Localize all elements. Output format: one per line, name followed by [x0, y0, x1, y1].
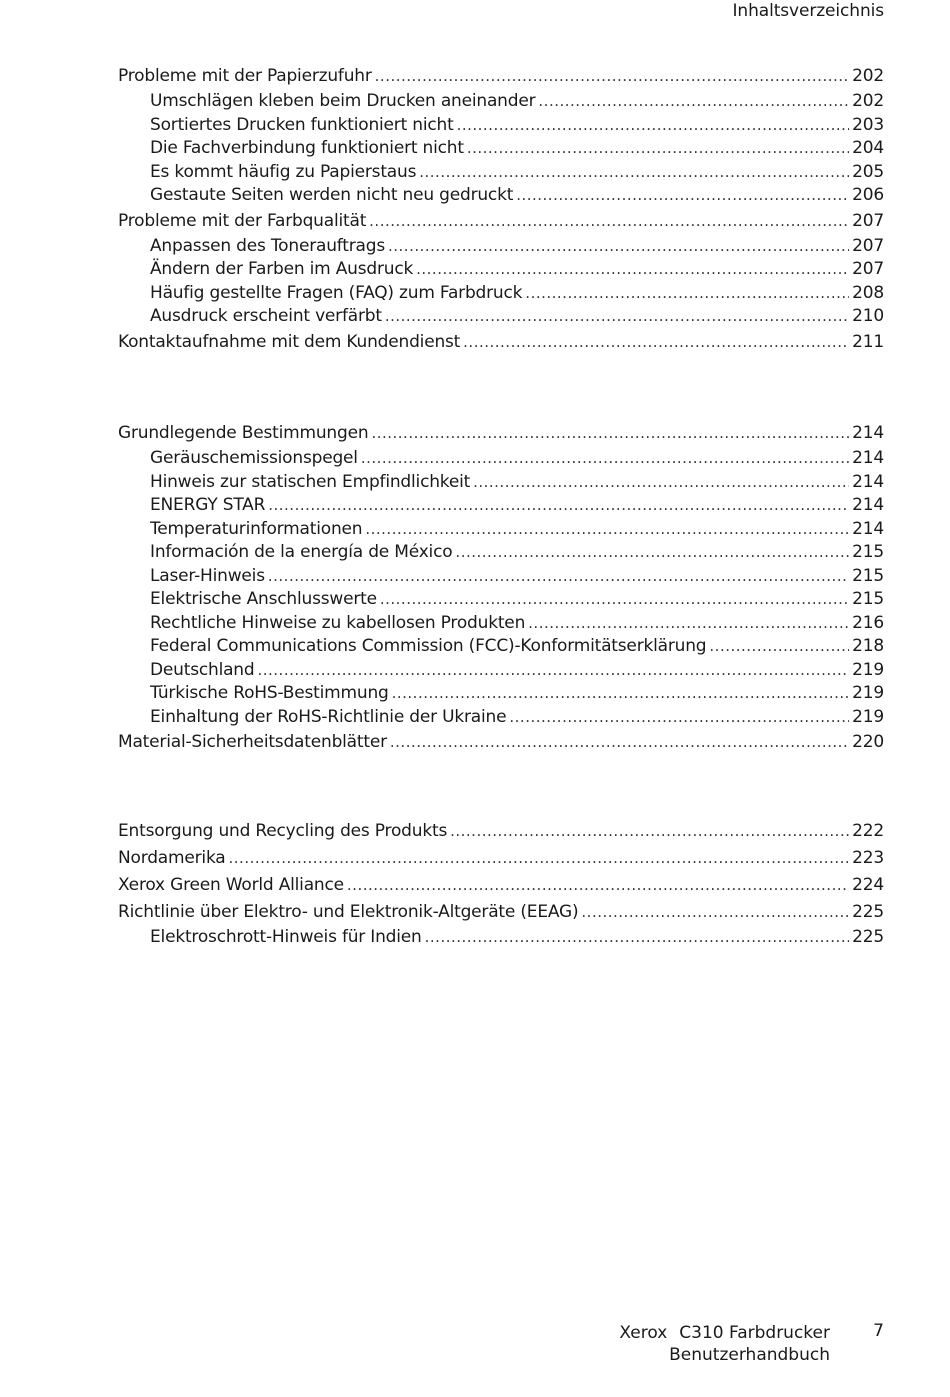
toc-entry-label: Umschlägen kleben beim Drucken aneinander [150, 91, 536, 111]
dot-leader [538, 90, 849, 114]
toc-entry-page: 215 [852, 565, 884, 586]
dot-leader [457, 114, 850, 138]
toc-entry[interactable] [118, 541, 884, 565]
footer [619, 1322, 830, 1366]
toc-entry[interactable] [118, 588, 884, 612]
dot-leader [463, 329, 849, 356]
toc-entry-label: Die Fachverbindung funktioniert nicht [150, 138, 464, 158]
toc-entry-page: 225 [852, 902, 884, 922]
toc-entry-page: 219 [852, 659, 884, 680]
toc-entry[interactable] [118, 635, 884, 659]
toc-group [118, 818, 884, 950]
toc-entry[interactable] [118, 518, 884, 542]
toc-entry-page: 214 [852, 471, 884, 492]
dot-leader [371, 420, 849, 447]
toc-entry-label: Richtlinie über Elektro- und Elektronik-Altgeräte (EEAG) [118, 902, 579, 922]
toc-entry-label: Grundlegende Bestimmungen [118, 423, 369, 443]
dot-leader [388, 235, 849, 259]
toc-entry-label: Nordamerika [118, 848, 226, 868]
toc-entry-label: Es kommt häufig zu Papierstaus [150, 161, 417, 182]
footer-product-line [619, 1322, 830, 1344]
toc-entry-label: Federal Communications Commission (FCC)-Konformitätserklärung [150, 636, 707, 656]
toc-entry[interactable] [118, 420, 884, 447]
toc-entry-label: Elektrische Anschlusswerte [150, 589, 377, 609]
toc-entry[interactable] [118, 208, 884, 235]
toc-entry[interactable] [118, 926, 884, 950]
toc-entry-label: Entsorgung und Recycling des Produkts [118, 821, 448, 841]
toc-entry-page: 215 [852, 542, 884, 562]
toc-entry-label: Deutschland [150, 659, 255, 680]
toc-entry-page: 218 [852, 636, 884, 656]
dot-leader [516, 184, 849, 208]
toc-entry-page: 202 [852, 66, 884, 86]
dot-leader [380, 588, 849, 612]
toc-entry-label: Türkische RoHS-Bestimmung [150, 683, 389, 703]
dot-leader [369, 208, 849, 235]
toc-entry[interactable] [118, 471, 884, 495]
toc-entry-page: 220 [852, 732, 884, 752]
toc-entry[interactable] [118, 659, 884, 683]
toc-entry[interactable] [118, 494, 884, 518]
toc-entry-page: 225 [852, 927, 884, 947]
toc-entry-page: 211 [852, 331, 884, 352]
toc-entry-label: Ändern der Farben im Ausdruck [150, 259, 414, 279]
dot-leader [365, 518, 849, 542]
dot-leader [257, 659, 849, 683]
toc-entry[interactable] [118, 706, 884, 730]
toc-entry-label: Rechtliche Hinweise zu kabellosen Produkten [150, 612, 526, 633]
toc-entry[interactable] [118, 565, 884, 589]
dot-leader [268, 565, 849, 589]
toc-entry-page: 207 [852, 210, 884, 231]
toc-entry[interactable] [118, 63, 884, 90]
toc-entry[interactable] [118, 845, 884, 872]
toc-entry-label: Anpassen des Tonerauftrags [150, 235, 385, 256]
toc-entry-label: ENERGY STAR [150, 495, 266, 515]
dot-leader [709, 635, 849, 659]
toc-entry[interactable] [118, 612, 884, 636]
toc-entry-page: 219 [852, 683, 884, 703]
toc-entry[interactable] [118, 161, 884, 185]
toc-entry-page: 203 [852, 114, 884, 135]
toc-entry-page: 214 [852, 448, 884, 468]
toc-entry-page: 206 [852, 185, 884, 205]
toc-entry-page: 207 [852, 235, 884, 256]
toc-entry-label: Gestaute Seiten werden nicht neu gedruckt [150, 185, 514, 205]
toc-entry-page: 219 [852, 706, 884, 727]
toc-entry-label: Ausdruck erscheint verfärbt [150, 306, 382, 326]
toc-entry[interactable] [118, 818, 884, 845]
toc-entry-label: Elektroschrott-Hinweis für Indien [150, 927, 422, 947]
toc-entry-page: 224 [852, 875, 884, 895]
toc-entry[interactable] [118, 305, 884, 329]
toc-entry[interactable] [118, 329, 884, 356]
toc-entry[interactable] [118, 447, 884, 471]
toc-entry-label: Laser-Hinweis [150, 565, 265, 586]
dot-leader [416, 258, 849, 282]
toc-entry-page: 207 [852, 259, 884, 279]
toc-entry-label: Temperaturinformationen [150, 518, 363, 539]
dot-leader [375, 63, 849, 90]
toc-entry[interactable] [118, 282, 884, 306]
toc-entry[interactable] [118, 729, 884, 756]
toc-entry-page: 210 [852, 306, 884, 326]
footer-brand: Xerox [619, 1323, 668, 1343]
dot-leader [509, 706, 849, 730]
dot-leader [450, 818, 849, 845]
toc-entry[interactable] [118, 682, 884, 706]
dot-leader [581, 899, 849, 926]
dot-leader [425, 926, 850, 950]
toc-entry[interactable] [118, 90, 884, 114]
dot-leader [419, 161, 849, 185]
toc-entry-label: Probleme mit der Papierzufuhr [118, 66, 372, 86]
toc-entry-page: 222 [852, 821, 884, 841]
dot-leader [455, 541, 849, 565]
toc-entry-label: Xerox Green World Alliance [118, 875, 344, 895]
dot-leader [361, 447, 849, 471]
toc-entry-label: Información de la energía de México [150, 542, 453, 562]
dot-leader [473, 471, 849, 495]
toc-entry-page: 202 [852, 91, 884, 111]
toc-entry-label: Probleme mit der Farbqualität [118, 210, 367, 231]
dot-leader [528, 612, 849, 636]
toc-entry[interactable] [118, 258, 884, 282]
toc-group [118, 420, 884, 756]
toc-entry-page: 208 [852, 282, 884, 303]
dot-leader [385, 305, 849, 329]
toc-entry-page: 214 [852, 423, 884, 443]
toc-entry-page: 223 [852, 848, 884, 868]
dot-leader [229, 845, 850, 872]
toc-entry-page: 205 [852, 161, 884, 182]
running-header: Inhaltsverzeichnis [732, 1, 884, 21]
toc-entry[interactable] [118, 899, 884, 926]
toc-entry-page: 214 [852, 495, 884, 515]
page-number: 7 [873, 1321, 884, 1341]
toc-entry[interactable] [118, 872, 884, 899]
toc-entry[interactable] [118, 184, 884, 208]
toc-entry-label: Einhaltung der RoHS-Richtlinie der Ukraine [150, 706, 507, 727]
dot-leader [347, 872, 849, 899]
toc-entry-label: Häufig gestellte Fragen (FAQ) zum Farbdruck [150, 282, 523, 303]
dot-leader [268, 494, 849, 518]
toc-entry-page: 216 [852, 612, 884, 633]
dot-leader [467, 137, 849, 161]
toc-entry-page: 214 [852, 518, 884, 539]
toc-entry[interactable] [118, 114, 884, 138]
footer-doc-type: Benutzerhandbuch [669, 1345, 830, 1365]
toc-group [118, 63, 884, 356]
dot-leader [390, 729, 849, 756]
toc-entry[interactable] [118, 235, 884, 259]
toc-entry-label: Kontaktaufnahme mit dem Kundendienst [118, 331, 461, 352]
footer-product: C310 Farbdrucker [679, 1323, 830, 1343]
toc-entry-page: 204 [852, 138, 884, 158]
dot-leader [525, 282, 849, 306]
toc-entry-page: 215 [852, 589, 884, 609]
dot-leader [392, 682, 850, 706]
toc-entry-label: Geräuschemissionspegel [150, 448, 358, 468]
toc-entry-label: Sortiertes Drucken funktioniert nicht [150, 114, 454, 135]
toc-entry-label: Hinweis zur statischen Empfindlichkeit [150, 471, 471, 492]
toc-entry[interactable] [118, 137, 884, 161]
toc-entry-label: Material-Sicherheitsdatenblätter [118, 732, 387, 752]
